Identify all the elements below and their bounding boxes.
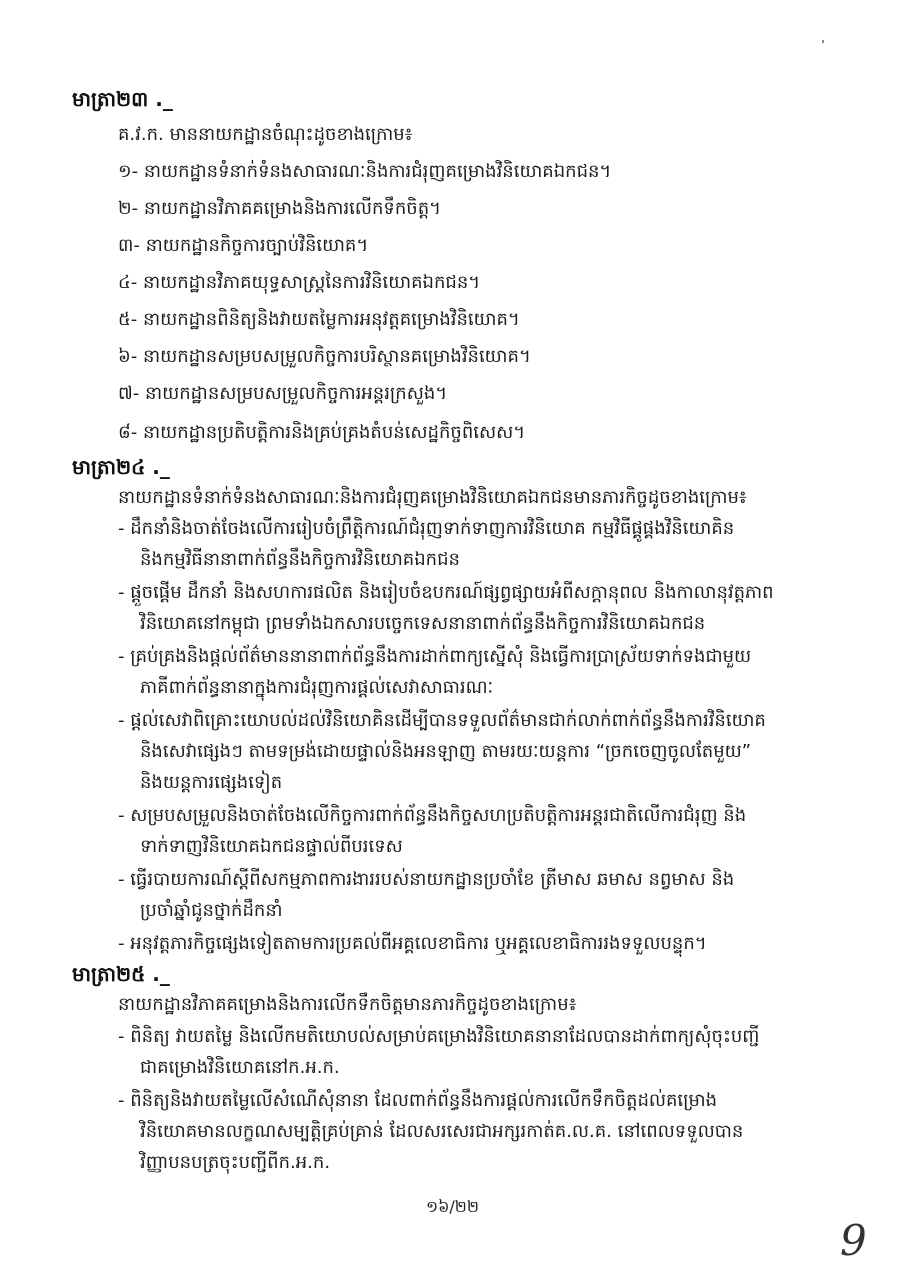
article-24-bullet-2: - ផ្តួចផ្តើម ដឹកនាំ និងសហការផលិត និងរៀបចំឧបករណ៍ផ្សព្វផ្សាយអំពីសក្តានុពល និងកាលានុវត្តភាព: [118, 582, 774, 603]
article-24-bullet-4-cont-2: និងយន្តការផ្សេងទៀត: [140, 772, 283, 793]
article-24-bullet-3: - គ្រប់គ្រងនិងផ្តល់ព័ត៌មាននានាពាក់ព័ន្ធនឹងការដាក់ពាក្យស្នើសុំ និងធ្វើការប្រាស្រ័យទាក់ទងជាមួយ: [118, 646, 752, 667]
article-25-bullet-1-cont: ជាគម្រោងវិនិយោគនៅក.អ.ក.: [140, 1057, 340, 1078]
article-23-item-2: ២- នាយកដ្ឋានវិភាគគម្រោងនិងការលើកទឹកចិត្ត។: [118, 198, 441, 219]
article-23-item-1: ១- នាយកដ្ឋានទំនាក់ទំនងសាធារណៈនិងការជំរុញគម្រោងវិនិយោគឯកជន។: [118, 161, 612, 182]
article-24-bullet-1: - ដឹកនាំនិងចាត់ចែងលើការរៀបចំព្រឹត្តិការណ៍ជំរុញទាក់ទាញការវិនិយោគ កម្មវិធីផ្គូផ្គងវិនិយោគិន: [118, 518, 735, 539]
article-25-bullet-2-cont-2: វិញ្ញាបនបត្រចុះបញ្ជីពីក.អ.ក.: [140, 1152, 331, 1173]
article-23-item-6: ៦- នាយកដ្ឋានសម្របសម្រួលកិច្ចការបរិស្ថានគម្រោងវិនិយោគ។: [118, 346, 531, 367]
article-24-bullet-6: - ធ្វើរបាយការណ៍ស្តីពីសកម្មភាពការងាររបស់នាយកដ្ឋានប្រចាំខែ ត្រីមាស ឆមាស នព្វមាស និង: [118, 869, 735, 890]
article-25-bullet-1: - ពិនិត្យ វាយតម្លៃ និងលើកមតិយោបល់សម្រាប់គម្រោងវិនិយោគនានាដែលបានដាក់ពាក្យសុំចុះបញ្ជី: [118, 1026, 760, 1047]
article-23-title: មាត្រា២៣ ._: [72, 87, 173, 111]
article-24-bullet-5-cont: ទាក់ទាញវិនិយោគឯកជនផ្ទាល់ពីបរទេស: [140, 836, 403, 857]
article-24-bullet-1-cont: និងកម្មវិធីនានាពាក់ព័ន្ធនឹងកិច្ចការវិនិយោគឯកជន: [140, 549, 460, 570]
article-24-bullet-4: - ផ្តល់សេវាពិគ្រោះយោបល់ដល់វិនិយោគិនដើម្បីបានទទួលព័ត៌មានជាក់លាក់ពាក់ព័ន្ធនឹងការវិនិយោគ: [118, 710, 766, 731]
article-23-intro: គ.វ.ក. មាននាយកដ្ឋានចំណុះដូចខាងក្រោម៖: [118, 124, 413, 145]
article-23-item-4: ៤- នាយកដ្ឋានវិភាគយុទ្ធសាស្ត្រនៃការវិនិយោគឯកជន។: [118, 272, 481, 293]
article-24-bullet-2-cont: វិនិយោគនៅកម្ពុជា ព្រមទាំងឯកសារបច្ចេកទេសនានាពាក់ព័ន្ធនឹងកិច្ចការវិនិយោគឯកជន: [140, 613, 706, 634]
article-24-bullet-6-cont: ប្រចាំឆ្នាំជូនថ្នាក់ដឹកនាំ: [140, 900, 283, 921]
article-23-item-7: ៧- នាយកដ្ឋានសម្របសម្រួលកិច្ចការអន្តរក្រសួង។: [118, 383, 448, 404]
article-24-bullet-3-cont: ភាគីពាក់ព័ន្ធនានាក្នុងការជំរុញការផ្តល់សេវាសាធារណៈ: [140, 677, 494, 698]
article-25-bullet-2: - ពិនិត្យនិងវាយតម្លៃលើសំណើសុំនានា ដែលពាក់ព័ន្ធនឹងការផ្តល់ការលើកទឹកចិត្តដល់គម្រោង: [118, 1090, 718, 1111]
article-24-bullet-4-cont-1: និងសេវាផ្សេងៗ តាមទម្រង់ដោយផ្ទាល់និងអនឡាញ តាមរយៈយន្តការ “ច្រកចេញចូលតែមួយ”: [140, 741, 752, 762]
article-24-intro: នាយកដ្ឋានទំនាក់ទំនងសាធារណៈនិងការជំរុញគម្រោងវិនិយោគឯកជនមានភារកិច្ចដូចខាងក្រោម៖: [118, 487, 747, 508]
initials-mark: 9: [840, 1216, 867, 1265]
page-number: ១៦/២២: [425, 1197, 480, 1216]
article-24-bullet-7: - អនុវត្តភារកិច្ចផ្សេងទៀតតាមការប្រគល់ពីអគ្គលេខាធិការ ឬអគ្គលេខាធិការរងទទួលបន្ទុក។: [118, 933, 707, 954]
article-24-title: មាត្រា២៤ ._: [72, 455, 170, 479]
article-25-intro: នាយកដ្ឋានវិភាគគម្រោងនិងការលើកទឹកចិត្តមានភារកិច្ចដូចខាងក្រោម៖: [118, 994, 577, 1015]
article-25-bullet-2-cont-1: វិនិយោគមានលក្ខណសម្បត្តិគ្រប់គ្រាន់ ដែលសរសេរជាអក្សរកាត់គ.ល.គ. នៅពេលទទួលបាន: [140, 1121, 744, 1142]
scan-speck: [822, 40, 824, 43]
article-23-item-3: ៣- នាយកដ្ឋានកិច្ចការច្បាប់វិនិយោគ។: [118, 235, 369, 256]
article-24-bullet-5: - សម្របសម្រួលនិងចាត់ចែងលើកិច្ចការពាក់ព័ន្ធនឹងកិច្ចសហប្រតិបត្តិការអន្តរជាតិលើការជំរុញ និង: [118, 805, 747, 826]
article-23-item-5: ៥- នាយកដ្ឋានពិនិត្យនិងវាយតម្លៃការអនុវត្តគម្រោងវិនិយោគ។: [118, 309, 520, 330]
article-23-item-8: ៨- នាយកដ្ឋានប្រតិបត្តិការនិងគ្រប់គ្រងតំបន់សេដ្ឋកិច្ចពិសេស។: [118, 422, 526, 443]
article-25-title: មាត្រា២៥ ._: [72, 962, 170, 986]
